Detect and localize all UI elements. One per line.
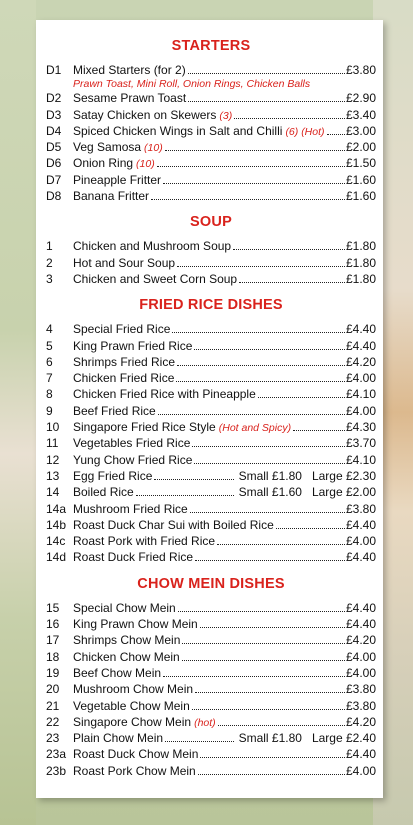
item-name: Veg Samosa (73, 140, 142, 155)
leader-dots (200, 756, 345, 758)
item-price: £1.60 (345, 172, 376, 187)
leader-dots (188, 72, 345, 74)
leader-dots (188, 100, 345, 102)
item-price: £4.00 (345, 371, 376, 386)
leader-dots (136, 494, 234, 496)
menu-item (46, 435, 376, 451)
item-number: 6 (46, 354, 53, 369)
item-name: Spiced Chicken Wings in Salt and Chilli (73, 123, 283, 138)
leader-dots (177, 265, 345, 267)
item-price: £4.10 (345, 452, 376, 467)
price-small: Small £1.60 (238, 485, 302, 500)
item-price: £3.00 (345, 123, 376, 138)
item-number: D3 (46, 107, 62, 122)
menu-item (46, 139, 376, 155)
item-price: £3.70 (345, 436, 376, 451)
menu-section (46, 204, 376, 287)
item-name: Beef Chow Mein (73, 665, 162, 680)
item-number: D7 (46, 172, 62, 187)
item-price: £3.40 (345, 107, 376, 122)
leader-dots (163, 675, 345, 677)
item-name: Pineapple Fritter (73, 172, 162, 187)
item-number: 18 (46, 649, 60, 664)
item-number: 11 (46, 436, 59, 451)
menu-item (46, 172, 376, 188)
item-name: Banana Fritter (73, 189, 150, 204)
item-number: 1 (46, 239, 53, 254)
menu-item (46, 255, 376, 271)
item-number: 4 (46, 322, 53, 337)
item-price: £4.00 (345, 665, 376, 680)
leader-dots (165, 740, 234, 742)
leader-dots (190, 511, 345, 513)
item-name: Roast Pork Chow Mein (73, 763, 196, 778)
item-number: 12 (46, 452, 60, 467)
section-spacer (46, 566, 376, 576)
menu-item (46, 600, 376, 616)
item-price: £3.80 (345, 501, 376, 516)
section-title: SOUP (190, 214, 232, 231)
menu-item (46, 484, 376, 500)
menu-item (46, 649, 376, 665)
item-number: 3 (46, 271, 53, 286)
item-note: (6) (Hot) (285, 125, 325, 138)
leader-dots (192, 445, 345, 447)
price-large: Large £2.00 (311, 485, 376, 500)
item-price: £2.00 (345, 140, 376, 155)
menu-item (46, 730, 376, 746)
item-name: Shrimps Chow Mein (73, 633, 181, 648)
leader-dots (198, 773, 345, 775)
item-price: £1.80 (345, 271, 376, 286)
leader-dots (182, 659, 345, 661)
leader-dots (177, 364, 345, 366)
item-note: (10) (136, 158, 155, 171)
leader-dots (217, 543, 345, 545)
item-number: 5 (46, 338, 53, 353)
item-name: Chicken Chow Mein (73, 649, 180, 664)
menu-item (46, 533, 376, 549)
item-name: Chicken and Mushroom Soup (73, 239, 232, 254)
menu-item (46, 403, 376, 419)
item-price: £3.80 (345, 63, 376, 77)
menu-section (46, 287, 376, 565)
item-name: Vegetable Chow Mein (73, 698, 190, 713)
menu-item (46, 632, 376, 648)
leader-dots (327, 133, 345, 135)
item-number: 21 (46, 698, 60, 713)
item-name: Chicken and Sweet Corn Soup (73, 271, 238, 286)
leader-dots (172, 331, 345, 333)
section-spacer (46, 204, 376, 214)
item-name: Roast Duck Char Sui with Boiled Rice (73, 517, 274, 532)
item-price: £1.80 (345, 255, 376, 270)
price-large: Large £2.30 (311, 468, 376, 483)
item-number: D5 (46, 140, 62, 155)
leader-dots (239, 281, 345, 283)
leader-dots (157, 165, 345, 167)
item-price: £3.80 (345, 698, 376, 713)
item-name: Egg Fried Rice (73, 468, 153, 483)
section-spacer (46, 287, 376, 297)
item-number: 2 (46, 255, 53, 270)
item-price: £4.00 (345, 649, 376, 664)
item-price: £4.10 (345, 387, 376, 402)
leader-dots (293, 429, 345, 431)
item-number: 19 (46, 665, 60, 680)
item-price: £4.00 (345, 534, 376, 549)
item-name: Singapore Fried Rice Style (73, 420, 216, 435)
menu-item (46, 698, 376, 714)
item-number: 9 (46, 403, 53, 418)
item-price: £1.60 (345, 189, 376, 204)
leader-dots (151, 198, 345, 200)
item-name: Roast Duck Chow Mein (73, 747, 199, 762)
menu-item (46, 107, 376, 123)
menu-list (46, 38, 376, 779)
item-name: Mixed Starters (for 2) (73, 63, 186, 77)
item-price: £4.30 (345, 420, 376, 435)
item-number: 7 (46, 371, 53, 386)
leader-dots (182, 642, 345, 644)
item-price: £4.40 (345, 600, 376, 615)
price-small: Small £1.80 (238, 468, 302, 483)
item-number: 14c (46, 534, 66, 549)
item-price: £4.20 (345, 633, 376, 648)
item-name: Mushroom Chow Mein (73, 682, 194, 697)
item-name: King Prawn Fried Rice (73, 338, 193, 353)
menu-section (46, 566, 376, 779)
item-number: 23 (46, 731, 60, 746)
item-note: (3) (219, 109, 233, 122)
item-number: 20 (46, 682, 60, 697)
item-price: £1.80 (345, 239, 376, 254)
price-large: Large £2.40 (311, 731, 376, 746)
item-price: £4.40 (345, 550, 376, 565)
item-description: Prawn Toast, Mini Roll, Onion Rings, Chicken Balls (73, 78, 311, 91)
menu-item (46, 681, 376, 697)
item-number: D1 (46, 63, 62, 77)
item-price: £4.40 (345, 338, 376, 353)
item-number: 22 (46, 714, 60, 729)
item-name: Special Fried Rice (73, 322, 171, 337)
leader-dots (258, 396, 345, 398)
leader-dots (218, 724, 345, 726)
menu-item (46, 370, 376, 386)
title-spacer (46, 592, 376, 600)
item-price: £1.50 (345, 156, 376, 171)
menu-item (46, 616, 376, 632)
menu-item (46, 386, 376, 402)
menu-section (46, 38, 376, 204)
item-number: D4 (46, 123, 62, 138)
menu-item (46, 338, 376, 354)
item-name: Onion Ring (73, 156, 134, 171)
item-number: 10 (46, 420, 60, 435)
item-price: £4.00 (345, 763, 376, 778)
item-number: D6 (46, 156, 62, 171)
leader-dots (178, 610, 345, 612)
title-spacer (46, 54, 376, 62)
menu-item (46, 746, 376, 762)
item-name: Satay Chicken on Skewers (73, 107, 217, 122)
item-name: Sesame Prawn Toast (73, 91, 187, 106)
menu-item (46, 62, 376, 78)
menu-item (46, 123, 376, 139)
item-name: Chicken Fried Rice (73, 371, 175, 386)
item-name: Special Chow Mein (73, 600, 176, 615)
item-note: (hot) (194, 716, 216, 729)
menu-item (46, 271, 376, 287)
price-small: Small £1.80 (238, 731, 302, 746)
item-name: Yung Chow Fried Rice (73, 452, 193, 467)
background-photo-left (0, 0, 36, 825)
menu-item (46, 155, 376, 171)
menu-item (46, 238, 376, 254)
item-number: 15 (46, 600, 60, 615)
menu-item (46, 90, 376, 106)
menu-item (46, 354, 376, 370)
item-price: £4.00 (345, 403, 376, 418)
leader-dots (158, 413, 345, 415)
item-number: 13 (46, 468, 60, 483)
title-spacer (46, 230, 376, 238)
section-title: STARTERS (171, 38, 251, 54)
item-number: 23b (46, 763, 67, 778)
item-price: £4.40 (345, 517, 376, 532)
item-number: 16 (46, 617, 60, 632)
item-name: Beef Fried Rice (73, 403, 156, 418)
item-name: Plain Chow Mein (73, 731, 164, 746)
leader-dots (194, 348, 345, 350)
item-name: Roast Pork with Fried Rice (73, 534, 216, 549)
item-name: King Prawn Chow Mein (73, 617, 198, 632)
item-name: Shrimps Fried Rice (73, 354, 176, 369)
item-name: Roast Duck Fried Rice (73, 550, 194, 565)
item-note: (10) (144, 142, 163, 155)
item-name: Boiled Rice (73, 485, 134, 500)
item-price: £2.90 (345, 91, 376, 106)
item-name: Hot and Sour Soup (73, 255, 176, 270)
menu-item (46, 321, 376, 337)
menu-item (46, 714, 376, 730)
section-title: CHOW MEIN DISHES (137, 575, 285, 592)
leader-dots (276, 527, 345, 529)
leader-dots (165, 149, 345, 151)
leader-dots (192, 708, 345, 710)
menu-item (46, 468, 376, 484)
item-price: £4.40 (345, 747, 376, 762)
leader-dots (163, 182, 345, 184)
menu-item (46, 517, 376, 533)
item-number: 8 (46, 387, 53, 402)
item-price: £3.80 (345, 682, 376, 697)
item-number: 14d (46, 550, 67, 565)
item-note: (Hot and Spicy) (218, 422, 292, 435)
item-name: Chicken Fried Rice with Pineapple (73, 387, 256, 402)
menu-item (46, 665, 376, 681)
leader-dots (194, 462, 345, 464)
leader-dots (200, 626, 345, 628)
item-name: Mushroom Fried Rice (73, 501, 188, 516)
leader-dots (195, 691, 345, 693)
leader-dots (195, 559, 345, 561)
item-number: 17 (46, 633, 60, 648)
menu-item (46, 452, 376, 468)
item-number: D8 (46, 189, 62, 204)
title-spacer (46, 313, 376, 321)
item-number: D2 (46, 91, 62, 106)
item-number: 14b (46, 517, 67, 532)
leader-dots (176, 380, 345, 382)
menu-item (46, 188, 376, 204)
item-name: Vegetables Fried Rice (73, 436, 191, 451)
menu-item (46, 419, 376, 435)
item-price: £4.20 (345, 354, 376, 369)
item-number: 23a (46, 747, 67, 762)
item-number: 14 (46, 485, 60, 500)
menu-item (46, 763, 376, 779)
item-price: £4.20 (345, 714, 376, 729)
leader-dots (233, 248, 345, 250)
item-price: £4.40 (345, 322, 376, 337)
menu-item (46, 501, 376, 517)
item-price: £4.40 (345, 617, 376, 632)
item-name: Singapore Chow Mein (73, 714, 192, 729)
section-title: FRIED RICE DISHES (139, 297, 283, 314)
leader-dots (154, 478, 233, 480)
leader-dots (234, 117, 345, 119)
menu-item (46, 549, 376, 565)
item-number: 14a (46, 501, 67, 516)
